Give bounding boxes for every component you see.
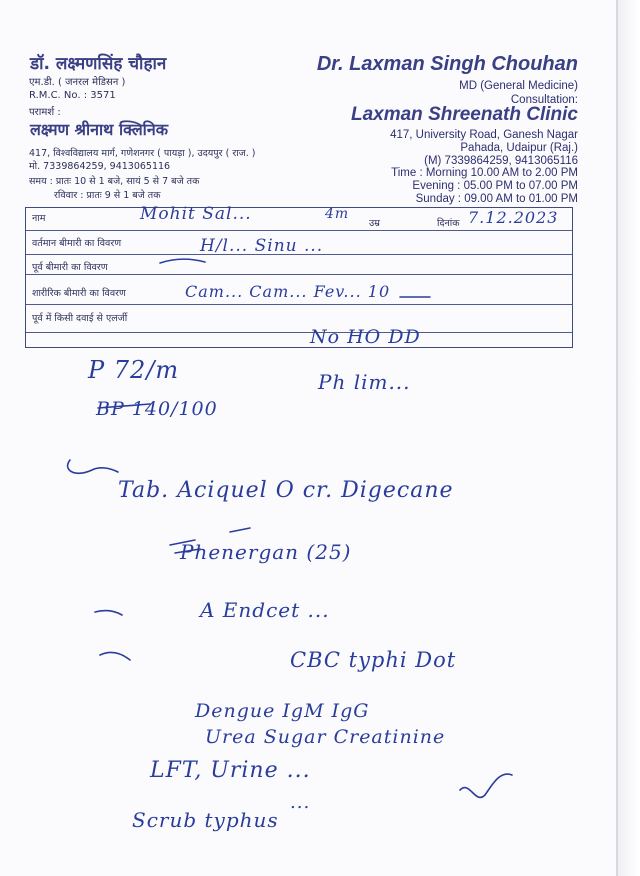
allergy-label: पूर्व में किसी दवाई से एलर्जी xyxy=(32,313,128,324)
hw-pulse: P 72/m xyxy=(88,356,180,384)
paper-edge xyxy=(618,0,640,876)
bp-fraction-line xyxy=(98,404,150,408)
doctor-name: Dr. Laxman Singh Chouhan xyxy=(316,53,578,75)
clinic-name: Laxman Shreenath Clinic xyxy=(350,104,578,125)
hw-age: 4m xyxy=(325,206,350,222)
signature-stroke xyxy=(460,774,512,797)
hw-investigations-3: Urea Sugar Creatinine xyxy=(205,726,446,748)
date-label: दिनांक xyxy=(437,218,460,229)
past-illness-label: पूर्व बीमारी का विवरण xyxy=(32,262,108,273)
hw-rx-3: A Endcet ... xyxy=(200,598,330,622)
clinic-address: 417, University Road, Ganesh Nagar xyxy=(390,129,578,141)
physical-illness-label: शारीरिक बीमारी का विवरण xyxy=(32,288,126,299)
hw-plan: Ph lim... xyxy=(318,370,411,394)
hw-patient-name: Mohit Sal... xyxy=(140,204,252,224)
brace-stroke xyxy=(68,460,118,473)
timing-hindi: समय : प्रातः 10 से 1 बजे, सायं 5 से 7 बजे तक xyxy=(29,176,200,187)
address-hindi: 417, विश्वविद्यालय मार्ग, गणेशनगर ( पायड़ा ), उदयपुर ( राज. ) xyxy=(29,148,256,159)
consultation-label: Consultation: xyxy=(510,94,578,106)
doctor-name-hindi: डॉ. लक्ष्मणसिंह चौहान xyxy=(30,54,167,74)
hw-investigations-5: ... xyxy=(290,792,311,813)
hw-investigations: CBC typhi Dot xyxy=(290,648,457,672)
hw-investigations-2: Dengue IgM IgG xyxy=(195,700,370,722)
time-sunday: Sunday : 09.00 AM to 01.00 PM xyxy=(415,193,578,205)
hw-investigations-4: LFT, Urine ... xyxy=(150,758,311,783)
name-label: नाम xyxy=(32,213,46,224)
equal-marks xyxy=(170,528,250,553)
clinic-name-hindi: लक्ष्मण श्रीनाथ क्लिनिक xyxy=(30,120,168,139)
rmc-number: R.M.C. No. : 3571 xyxy=(29,90,116,101)
dash-stroke xyxy=(160,259,205,263)
hw-present-illness: H/l... Sinu ... xyxy=(200,236,324,256)
degree: MD (General Medicine) xyxy=(459,80,578,92)
consultation-hindi: परामर्श : xyxy=(29,107,61,118)
mobile-hindi: मो. 7339864259, 9413065116 xyxy=(29,161,171,172)
present-illness-label: वर्तमान बीमारी का विवरण xyxy=(32,238,122,249)
hw-bp: BP 140/100 xyxy=(96,398,218,420)
age-label: उम्र xyxy=(369,218,380,229)
clinic-area: Pahada, Udaipur (Raj.) xyxy=(460,142,578,154)
small-strokes xyxy=(95,611,130,660)
degree-hindi: एम.डी. ( जनरल मेडिसन ) xyxy=(29,77,126,88)
hw-scrub-typhus: Scrub typhus xyxy=(132,808,279,832)
hw-rx-1: Tab. Aciquel O cr. Digecane xyxy=(118,478,454,503)
clinic-mobile: (M) 7339864259, 9413065116 xyxy=(424,155,578,167)
time-evening: Evening : 05.00 PM to 07.00 PM xyxy=(412,180,578,192)
time-morning: Time : Morning 10.00 AM to 2.00 PM xyxy=(391,167,578,179)
sunday-timing-hindi: रविवार : प्रातः 9 से 1 बजे तक xyxy=(54,190,161,201)
hw-physical-details: Cam... Cam... Fev... 10 xyxy=(185,282,391,301)
hw-allergy: No HO DD xyxy=(310,326,421,348)
hw-date: 7.12.2023 xyxy=(468,208,559,227)
hw-rx-2: Phenergan (25) xyxy=(180,540,352,564)
